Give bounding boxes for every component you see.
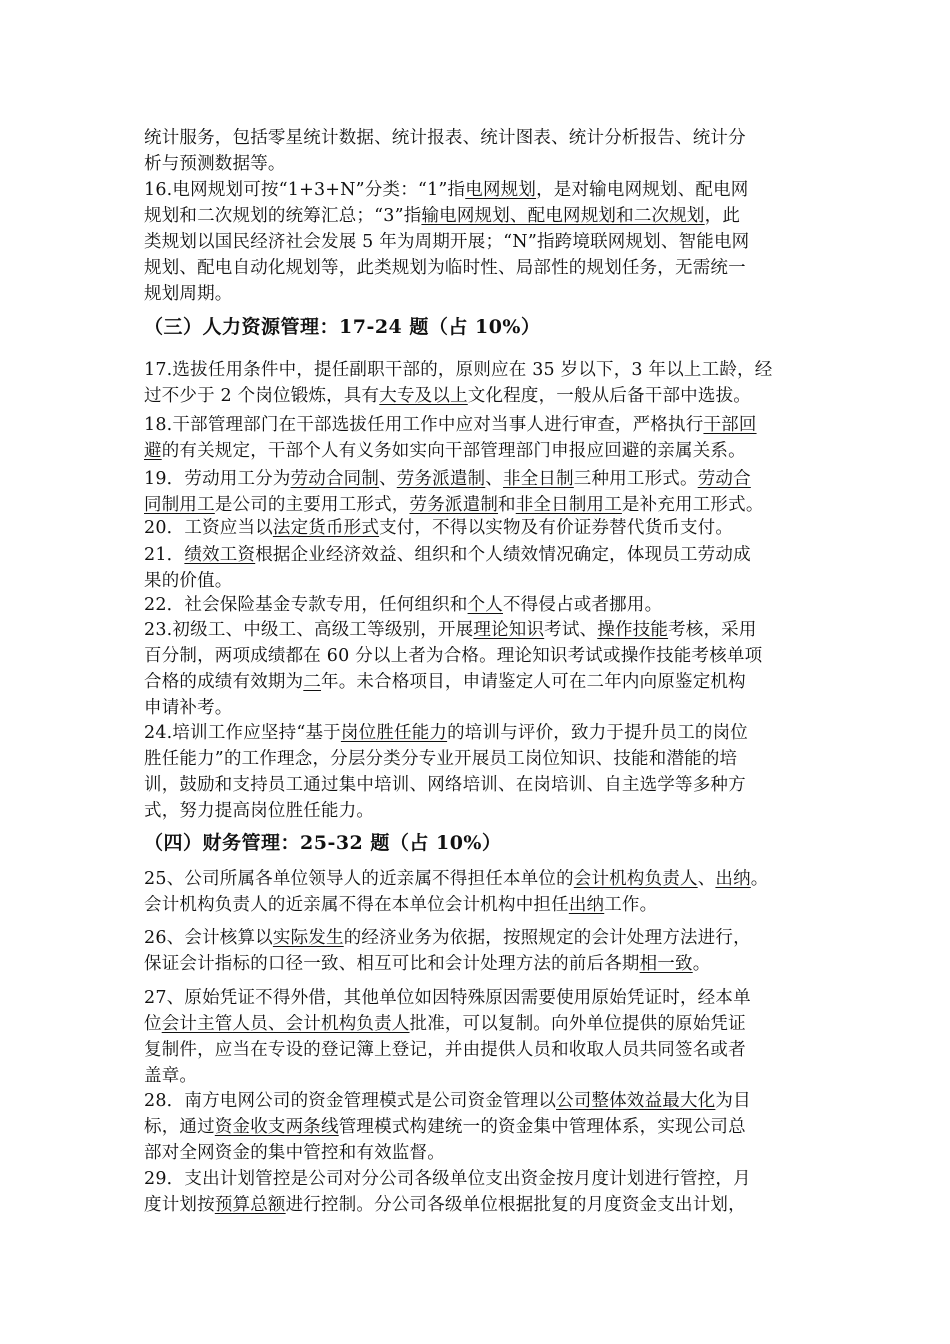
answer-underline: 法定货币形式 [272, 518, 380, 538]
text-run: 文化程度，一般从后备干部中选拔。 [467, 386, 751, 406]
answer-underline: 避 [144, 441, 162, 461]
answer-underline: 二 [303, 672, 322, 692]
text-line [144, 892, 814, 918]
text-line [144, 1192, 814, 1218]
answer-underline: 大专及以上 [379, 386, 468, 406]
text-line: 统计服务，包括零星统计数据、统计报表、统计图表、统计分析报告、统计分 [144, 128, 746, 148]
text-run: 和 [498, 495, 516, 515]
answer-underline: 输电网规划、配电网规划和二次规划 [421, 206, 705, 226]
text-line: 训，鼓励和支持员工通过集中培训、网络培训、在岗培训、自主选学等多种方 [144, 775, 746, 795]
answer-underline: 资金收支两条线 [214, 1117, 339, 1137]
text-line [144, 177, 814, 203]
text-run: 为目 [715, 1091, 751, 1111]
text-line [144, 925, 814, 951]
answer-underline: 理论知识 [473, 620, 545, 640]
text-line: 复制件，应当在专设的登记簿上登记，并由提供人员和收取人员共同签名或者 [144, 1040, 746, 1060]
question-28 [144, 1088, 814, 1166]
question-25 [144, 866, 814, 918]
text-run: 18.干部管理部门在干部选拔任用工作中应对当事人进行审查，严格执行 [144, 415, 704, 435]
text-run: 16.电网规划可按“1+3+N”分类：“1”指 [144, 180, 466, 200]
answer-underline: 出纳 [715, 869, 751, 889]
text-line [144, 542, 814, 568]
text-line [144, 592, 814, 618]
text-run: 度计划按 [144, 1195, 215, 1215]
answer-underline: 出纳 [568, 895, 605, 915]
answer-underline: 预算总额 [214, 1195, 286, 1215]
answer-underline: 岗位胜任能力 [340, 723, 448, 743]
answer-underline: 劳动合 [697, 469, 751, 489]
text-run: 进行控制。分公司各级单位根据批复的月度资金支出计划， [285, 1195, 746, 1215]
text-line [144, 1088, 814, 1114]
section-heading-hr: （三）人力资源管理：17-24 题（占 10%） [144, 316, 541, 338]
text-line: 百分制，两项成绩都在 60 分以上者为合格。理论知识考试或操作技能考核单项 [144, 646, 763, 666]
text-run: 会计机构负责人的近亲属不得在本单位会计机构中担任 [144, 895, 569, 915]
text-run: 、 [697, 869, 716, 889]
text-run: 23.初级工、中级工、高级工等级别，开展 [144, 620, 474, 640]
text-run: 保证会计指标的口径一致、相互可比和会计处理方法的前后各期 [144, 954, 640, 974]
text-run: 、 [485, 469, 503, 489]
question-19 [144, 466, 814, 518]
question-22 [144, 592, 814, 618]
text-line: 规划周期。 [144, 284, 233, 304]
text-line [144, 383, 814, 409]
text-run: ，是对输电网规划、配电网 [536, 180, 749, 200]
answer-underline: 相一致 [639, 954, 693, 974]
question-23 [144, 617, 814, 721]
text-run: 管理模式构建统一的资金集中管理体系，实现公司总 [338, 1117, 746, 1137]
text-run: 支付，不得以实物及有价证券替代货币支付。 [379, 518, 734, 538]
text-run: 20．工资应当以 [144, 518, 273, 538]
text-line [144, 1114, 814, 1140]
text-line [144, 720, 814, 746]
text-run: 位 [144, 1014, 162, 1034]
question-17 [144, 357, 814, 409]
text-run: 的培训与评价，致力于提升员工的岗位 [447, 723, 748, 743]
text-line: 式，努力提高岗位胜任能力。 [144, 801, 375, 821]
answer-underline: 会计机构负责人 [573, 869, 698, 889]
answer-underline: 个人 [467, 595, 503, 615]
answer-underline: 公司整体效益最大化 [556, 1091, 716, 1111]
text-run: 26、会计核算以 [144, 928, 273, 948]
text-line: 果的价值。 [144, 571, 233, 591]
text-run: 21． [144, 545, 185, 565]
answer-underline: 非全日制 [502, 469, 574, 489]
question-26 [144, 925, 814, 977]
question-24 [144, 720, 814, 824]
text-run: 根据企业经济效益、组织和个人绩效情况确定，体现员工劳动成 [255, 545, 751, 565]
question-27 [144, 985, 814, 1089]
answer-underline: 非全日制用工 [515, 495, 622, 515]
text-run: 合格的成绩有效期为 [144, 672, 304, 692]
question-16 [144, 177, 814, 307]
text-run: 批准，可以复制。向外单位提供的原始凭证 [409, 1014, 746, 1034]
text-line [144, 617, 814, 643]
answer-underline: 劳务派遣制 [396, 469, 486, 489]
text-run: 是公司的主要用工形式， [214, 495, 410, 515]
answer-underline: 劳动合同制 [290, 469, 380, 489]
text-line [144, 438, 814, 464]
answer-underline: 劳务派遣制 [409, 495, 499, 515]
text-run: 考核，采用 [668, 620, 757, 640]
text-run: 。 [750, 869, 769, 889]
question-20 [144, 515, 814, 541]
text-line: 盖章。 [144, 1066, 198, 1086]
question-18 [144, 412, 814, 464]
text-run: 22．社会保险基金专款专用，任何组织和 [144, 595, 468, 615]
text-line: 析与预测数据等。 [144, 154, 286, 174]
text-run: 不得侵占或者挪用。 [502, 595, 663, 615]
text-line [144, 669, 814, 695]
text-line [144, 866, 814, 892]
text-run: 考试、 [544, 620, 598, 640]
text-run: 的经济业务为依据，按照规定的会计处理方法进行， [343, 928, 751, 948]
text-run: 是补充用工形式。 [621, 495, 764, 515]
text-run: 28．南方电网公司的资金管理模式是公司资金管理以 [144, 1091, 557, 1111]
text-run: 过不少于 2 个岗位锻炼，具有 [144, 386, 380, 406]
text-run: 三种用工形式。 [573, 469, 698, 489]
text-line [144, 1011, 814, 1037]
text-run: 。 [692, 954, 711, 974]
answer-underline: 操作技能 [597, 620, 669, 640]
question-29 [144, 1166, 814, 1218]
text-line: 29．支出计划管控是公司对分公司各级单位支出资金按月度计划进行管控，月 [144, 1169, 751, 1189]
answer-underline: 实际发生 [272, 928, 344, 948]
text-line [144, 466, 814, 492]
text-run: ，此 [704, 206, 741, 226]
text-run: 24.培训工作应坚持“基于 [144, 723, 341, 743]
text-line [144, 515, 814, 541]
question-21 [144, 542, 814, 594]
answer-underline: 同制用工 [144, 495, 215, 515]
text-line: 部对全网资金的集中管控和有效监督。 [144, 1143, 445, 1163]
answer-underline: 干部回 [703, 415, 757, 435]
text-line [144, 951, 814, 977]
text-run: 标，通过 [144, 1117, 215, 1137]
text-line: 17.选拔任用条件中，提任副职干部的，原则应在 35 岁以下，3 年以上工龄，经 [144, 360, 773, 380]
text-run: 规划和二次规划的统筹汇总；“3”指 [144, 206, 422, 226]
text-line [144, 412, 814, 438]
answer-underline: 会计主管人员、会计机构负责人 [161, 1014, 410, 1034]
text-run: 的有关规定，干部个人有义务如实向干部管理部门申报应回避的亲属关系。 [161, 441, 746, 461]
text-line: 规划、配电自动化规划等，此类规划为临时性、局部性的规划任务，无需统一 [144, 258, 746, 278]
text-run: 25、公司所属各单位领导人的近亲属不得担任本单位的 [144, 869, 574, 889]
text-line: 类规划以国民经济社会发展 5 年为周期开展；“N”指跨境联网规划、智能电网 [144, 232, 750, 252]
text-run: 年。未合格项目，申请鉴定人可在二年内向原鉴定机构 [321, 672, 746, 692]
text-run: 19．劳动用工分为 [144, 469, 291, 489]
text-run: 、 [379, 469, 397, 489]
text-line: 27、原始凭证不得外借，其他单位如因特殊原因需要使用原始凭证时，经本单 [144, 988, 751, 1008]
text-line: 申请补考。 [144, 698, 233, 718]
top-paragraph [144, 125, 814, 177]
text-line: 胜任能力”的工作理念，分层分类分专业开展员工岗位知识、技能和潜能的培 [144, 749, 738, 769]
answer-underline: 电网规划 [465, 180, 537, 200]
text-run: 工作。 [604, 895, 658, 915]
text-line [144, 203, 814, 229]
answer-underline: 绩效工资 [184, 545, 256, 565]
section-heading-finance: （四）财务管理：25-32 题（占 10%） [144, 832, 502, 854]
